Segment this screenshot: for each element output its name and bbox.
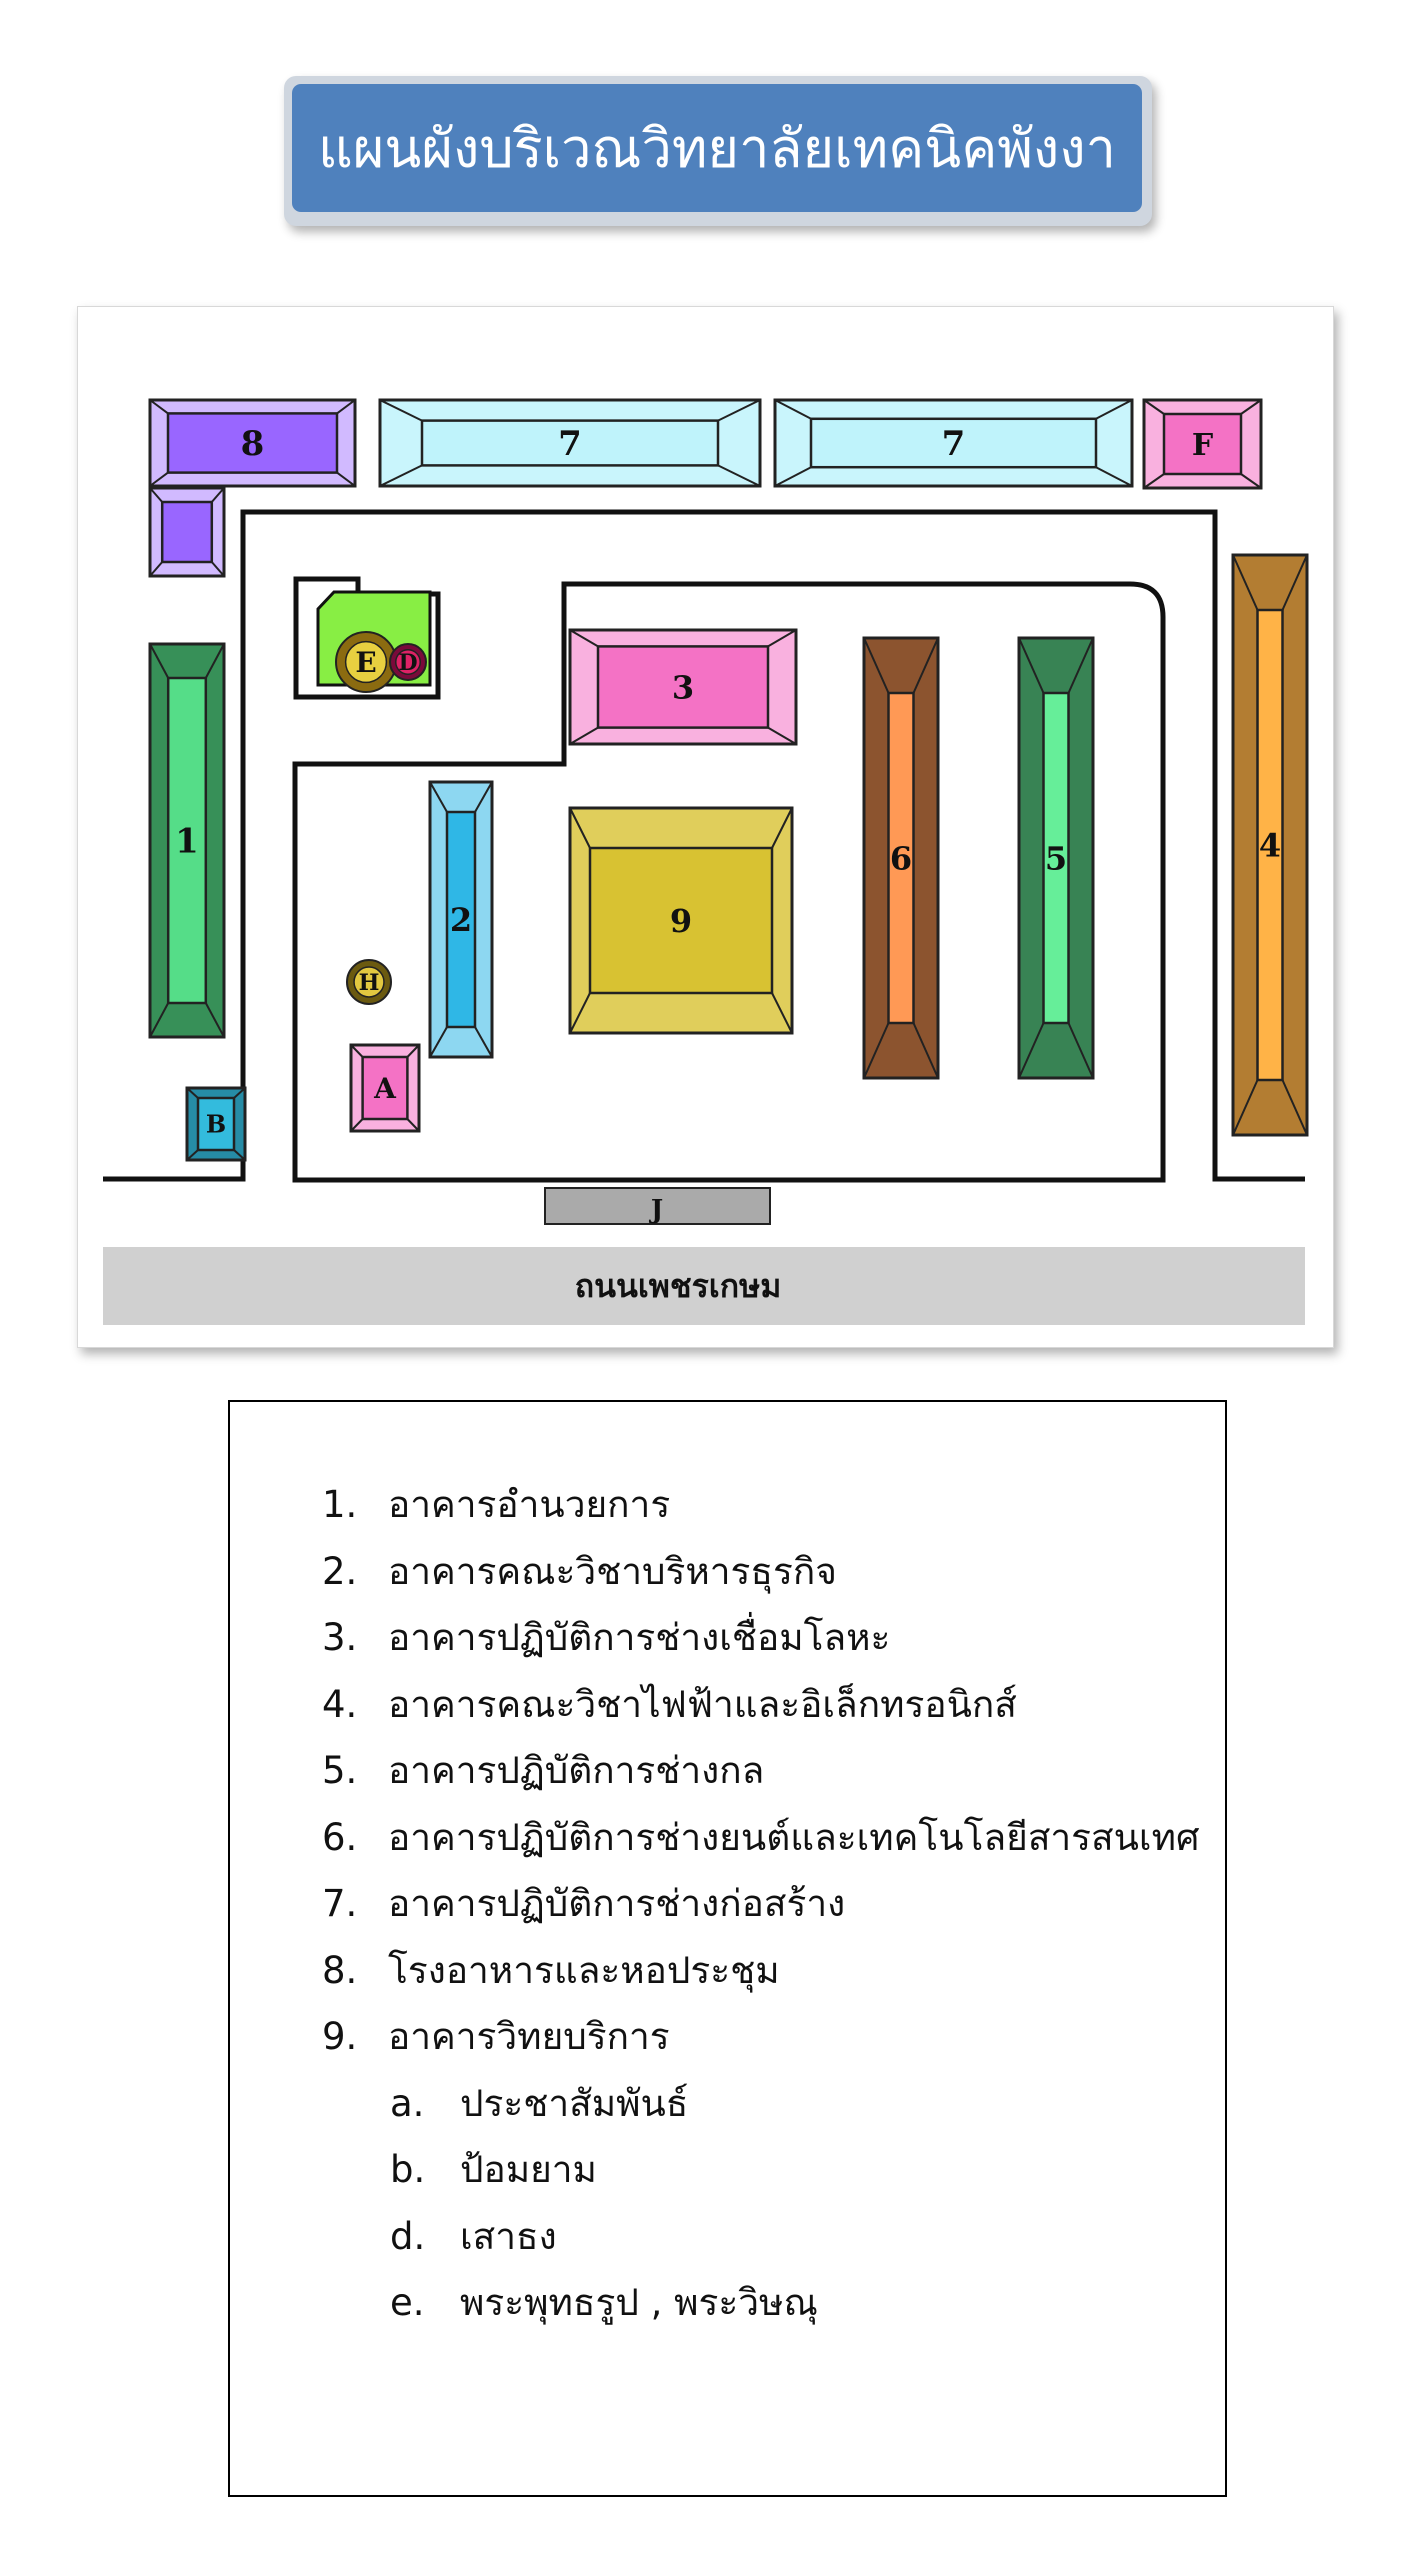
legend-text: อาคารคณะวิชาบริหารธุรกิจ xyxy=(388,1549,837,1593)
legend-item-5 xyxy=(322,1738,1199,1805)
legend-text: อาคารวิทยบริการ xyxy=(388,2015,670,2058)
legend-subitem-e xyxy=(322,2270,1199,2337)
legend-box xyxy=(228,1400,1227,2497)
title-banner xyxy=(284,76,1152,226)
building-7-right xyxy=(775,400,1132,486)
legend-num: 8. xyxy=(322,1948,358,1992)
markers-layer xyxy=(336,632,426,1004)
legend-item-9 xyxy=(322,2004,1199,2071)
legend-subitem-b xyxy=(322,2137,1199,2204)
building-5 xyxy=(1019,638,1093,1078)
legend-num: 4. xyxy=(322,1682,358,1726)
building-label: 6 xyxy=(889,839,913,878)
legend-text: อาคารปฏิบัติการช่างยนต์และเทคโนโลยีสารสนเทศ xyxy=(388,1815,1200,1859)
building-2 xyxy=(430,782,492,1057)
campus-map xyxy=(77,306,1334,1348)
building-A xyxy=(351,1045,419,1131)
building-label: 1 xyxy=(175,821,199,862)
legend-item-4 xyxy=(322,1672,1199,1739)
building-8-small xyxy=(150,488,224,576)
legend-num: 2. xyxy=(322,1549,358,1593)
legend-num: a. xyxy=(390,2081,425,2125)
legend-text: อาคารอำนวยการ xyxy=(388,1483,671,1526)
legend-text: อาคารคณะวิชาไฟฟ้าและอิเล็กทรอนิกส์ xyxy=(388,1682,1017,1726)
page-title: แผนผังบริเวณวิทยาลัยเทคนิคพังงา xyxy=(292,84,1142,212)
building-label: B xyxy=(205,1109,227,1139)
legend-list xyxy=(322,1472,1199,2337)
campus-map-svg xyxy=(78,307,1333,1347)
building-F xyxy=(1144,400,1261,488)
legend-num: 9. xyxy=(322,2015,358,2058)
legend-text: โรงอาหารและหอประชุม xyxy=(388,1948,780,1992)
legend-text: ประชาสัมพันธ์ xyxy=(460,2081,689,2125)
legend-num: 5. xyxy=(322,1749,358,1792)
marker-E xyxy=(336,632,396,692)
building-label: 9 xyxy=(669,902,693,941)
road-label: ถนนเพชรเกษม xyxy=(574,1267,782,1305)
legend-item-3 xyxy=(322,1605,1199,1672)
legend-text: อาคารปฏิบัติการช่างเชื่อมโลหะ xyxy=(388,1616,891,1659)
legend-subitem-a xyxy=(322,2071,1199,2138)
legend-item-8 xyxy=(322,1938,1199,2005)
building-4 xyxy=(1233,555,1307,1135)
marker-label: D xyxy=(398,649,418,676)
legend-text: ป้อมยาม xyxy=(460,2148,597,2191)
legend-num: e. xyxy=(390,2281,425,2324)
marker-label: H xyxy=(358,969,380,996)
legend-item-6 xyxy=(322,1805,1199,1872)
legend-num: 3. xyxy=(322,1616,358,1659)
building-label: 7 xyxy=(558,424,582,465)
legend-num: 1. xyxy=(322,1483,358,1526)
legend-subitem-d xyxy=(322,2204,1199,2271)
building-1 xyxy=(150,644,224,1037)
legend-item-1 xyxy=(322,1472,1199,1539)
legend-item-2 xyxy=(322,1539,1199,1606)
building-9 xyxy=(570,808,792,1033)
legend-item-7 xyxy=(322,1871,1199,1938)
legend-text: อาคารปฏิบัติการช่างก่อสร้าง xyxy=(388,1882,846,1925)
legend-text: เสาธง xyxy=(460,2214,557,2258)
legend-num: b. xyxy=(390,2148,426,2191)
building-label: 8 xyxy=(240,424,265,465)
building-7-left xyxy=(380,400,760,486)
marker-D xyxy=(390,644,426,680)
building-8-main xyxy=(150,400,355,486)
building-label: 7 xyxy=(941,424,966,465)
legend-num: d. xyxy=(390,2214,426,2258)
legend-text: พระพุทธรูป , พระวิษณุ xyxy=(460,2281,818,2324)
building-6 xyxy=(864,638,938,1078)
building-label: F xyxy=(1191,427,1214,463)
building-label: 4 xyxy=(1258,826,1282,865)
legend-num: 7. xyxy=(322,1882,358,1925)
building-roof xyxy=(162,502,212,562)
building-label: A xyxy=(374,1072,396,1106)
legend-text: อาคารปฏิบัติการช่างกล xyxy=(388,1749,765,1792)
legend-num: 6. xyxy=(322,1815,358,1859)
building-label: 3 xyxy=(671,668,695,707)
building-B xyxy=(187,1088,245,1160)
building-J-label: J xyxy=(650,1195,664,1225)
marker-label: E xyxy=(355,646,377,680)
building-3 xyxy=(570,630,796,744)
building-label: 2 xyxy=(449,901,473,940)
building-label: 5 xyxy=(1044,839,1068,878)
marker-H xyxy=(347,960,391,1004)
